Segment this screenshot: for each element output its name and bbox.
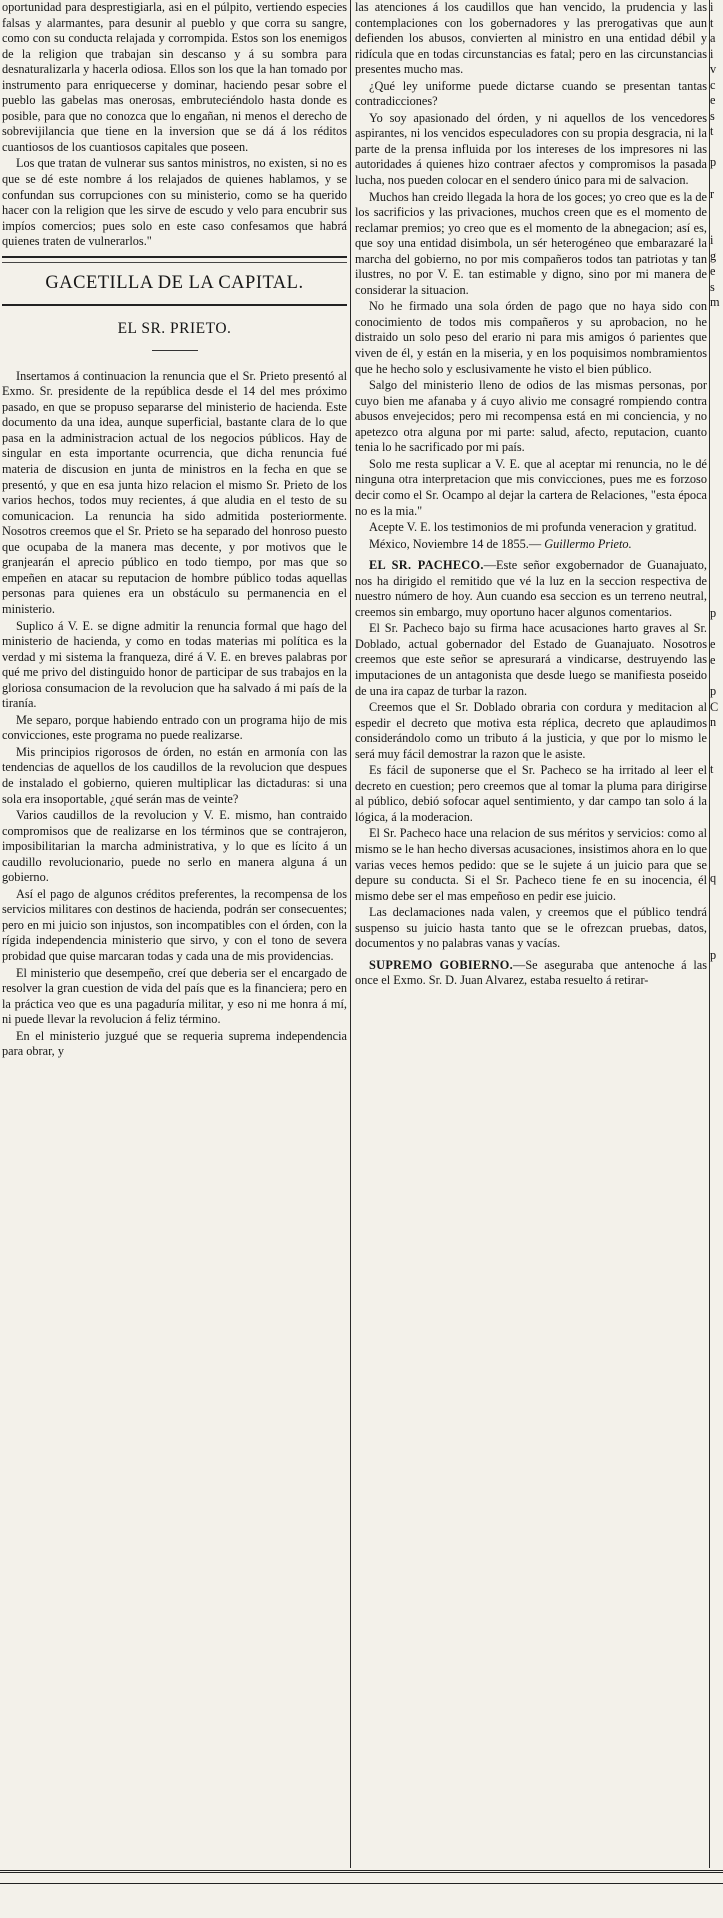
fragment-letter [710, 1306, 723, 1322]
fragment-letter: e [710, 264, 716, 279]
fragment-letter [710, 1679, 723, 1695]
fragment-letter: p [710, 155, 717, 170]
intro-paragraph: oportunidad para desprestigiarla, asi en el púlpito, vertiendo especies falsas y alarmantes, para desunir al pueblo y que corra su sangre, como con su conducta relajada y corrompida. Estos son los enemigos de la religion que trabajan sin descanso y á su sombra para desnaturalizarla y hacerla odiosa. Ellos son los que la han tomado por instrumento para enriquecerse y dominar, haciendo pesar sobre el pueblo las gabelas mas onerosas, embruteciéndolo hasta donde es posible, para que no conozca que lo engañan, ni menos el derecho de sobrevijilancia que tiene en la inversion que se dá á los réditos cuantiosos de los cuantiosos capitales que poseen. [2, 0, 347, 154]
fragment-letter [710, 1695, 723, 1711]
fragment-letter [710, 917, 723, 933]
fragment-letter [710, 389, 723, 405]
fragment-letter [710, 311, 723, 327]
fragment-letter: i [710, 0, 714, 14]
column-divider [350, 0, 351, 1868]
fragment-letter [710, 1586, 723, 1602]
fragment-letter [710, 1197, 723, 1213]
fragment-letter [710, 404, 723, 420]
letter-paragraph: Solo me resta suplicar a V. E. que al aceptar mi renuncia, no le dé ninguna otra interpretacion que mis convicciones, pues me es forzoso decir como el Sr. Ocampo al dejar la cartera de Relaciones, "esta época no es la mia." [355, 456, 707, 518]
fragment-letter [710, 218, 723, 234]
fragment-letter [710, 964, 723, 980]
fragment-letter [710, 560, 723, 576]
fragment-letter [710, 1368, 723, 1384]
letter-paragraph: ¿Qué ley uniforme puede dictarse cuando se presentan tantas contradicciones? [355, 78, 707, 109]
fragment-letter [710, 1337, 723, 1353]
page-bottom-rule [0, 1870, 723, 1884]
pacheco-paragraph: Es fácil de suponerse que el Sr. Pacheco se ha irritado al leer el decreto en cuestion; pero creemos que al tomar la pluma para dirigirse al público, debió sofocar aquel sentimiento, y dar campo tan solo á la lógica, á la moderacion. [355, 763, 707, 824]
fragment-letter: v [710, 62, 717, 77]
fragment-letter [710, 140, 723, 156]
fragment-letter [710, 498, 723, 514]
fragment-letter [710, 1741, 723, 1757]
fragment-letter [710, 1290, 723, 1306]
supremo-paragraph: SUPREMO GOBIERNO.—Se aseguraba que antenoche á las once el Exmo. Sr. D. Juan Alvarez, estaba resuelto á retirar- [355, 957, 707, 988]
fragment-letter [710, 746, 723, 762]
fragment-letter [710, 1461, 723, 1477]
fragment-letter [710, 1726, 723, 1742]
fragment-letter [710, 1555, 723, 1571]
fragment-letter [710, 358, 723, 374]
fragment-letter [710, 1088, 723, 1104]
fragment-letter [710, 1601, 723, 1617]
letter-paragraph: Así el pago de algunos créditos preferentes, la recompensa de los servicios militares con destinos de hacienda, podrán ser consecuentes; pero en mi juicio son injustos, son incompatibles con el órden, con la rígida independencia ministerio que sirvo, y con el tono de severa probidad que quise marcaran todas y cada una de mis providencias. [2, 886, 347, 963]
signature: Guillermo Prieto. [544, 536, 632, 551]
fragment-letter [710, 1353, 723, 1369]
fragment-letter: e [710, 652, 716, 667]
fragment-letter [710, 1135, 723, 1151]
fragment-letter [710, 513, 723, 529]
fragment-letter [710, 202, 723, 218]
fragment-letter [710, 1570, 723, 1586]
intro-paragraph: Los que tratan de vulnerar sus santos ministros, no existen, si no es que se dé este nombre á los relajados de quienes hablamos, y se confundan sus corrupciones con su ministerio, como se ha querido hacer con la religion que les sirve de escudo y velo para encubrir sus impíos comercios; pues solo en este caso confesamos que habrá quienes traten de vulnerarlos." [2, 156, 347, 249]
fragment-letter [710, 995, 723, 1011]
letter-paragraph: Acepte V. E. los testimonios de mi profunda veneracion y gratitud. [369, 520, 697, 535]
fragment-letter [710, 840, 723, 856]
fragment-letter: c [710, 77, 716, 92]
fragment-letter [710, 1648, 723, 1664]
fragment-letter [710, 1632, 723, 1648]
letter-paragraph: Salgo del ministerio lleno de odios de las mismas personas, por cuyo bien me afanaba y á cuyo alivio me consagré rompiendo contra abusos envejecidos; pero mi recompensa está en mi conciencia, y no apetezco otra alguna por mi parte: salud, afecto, reputacion, cuanto tenia lo he sacrificado por mi país. [355, 378, 707, 455]
letter-paragraph: Muchos han creido llegada la hora de los goces; yo creo que es la de los sacrificios y las privaciones, muchos creen que es el momento de reclamar premios; yo creo que es el momento de la abnegacion; así es, que soy una entidad disimbola, un sér heterogéneo que embarazaré la marcha del gobierno, no por mis compañeros todos tan patriotas y tan ilustres, no por V. E. tan estimable y digno, sino por mi manera de considerar la situacion. [355, 189, 707, 297]
fragment-letter [710, 1104, 723, 1120]
fragment-letter [710, 342, 723, 358]
pacheco-title: EL SR. PACHECO. [369, 558, 484, 573]
fragment-letter [710, 1493, 723, 1509]
fragment-letter [710, 933, 723, 949]
left-column [2, 0, 347, 1060]
fragment-letter [710, 808, 723, 824]
fragment-letter [710, 1524, 723, 1540]
fragment-letter [710, 326, 723, 342]
fragment-letter [710, 1073, 723, 1089]
fragment-letter [710, 855, 723, 871]
letter-paragraph: las atenciones á los caudillos que han vencido, la prudencia y las contemplaciones con los gobernadores y las prerogativas que aun defienden los abusos, convierten al ministro en una entidad débil y ridícula que en todas circunstancias es fatal; pero en las circunstancias presentes mucho mas. [355, 0, 707, 77]
fragment-letter: i [710, 233, 714, 248]
fragment-letter [710, 1617, 723, 1633]
fragment-letter [710, 1166, 723, 1182]
section-divider [2, 256, 347, 263]
fragment-letter: p [710, 684, 717, 699]
fragment-letter [710, 1042, 723, 1058]
fragment-letter [710, 1803, 723, 1819]
fragment-letter [710, 1835, 723, 1851]
fragment-letter [710, 1508, 723, 1524]
fragment-letter [710, 731, 723, 747]
fragment-letter: t [710, 761, 714, 776]
fragment-letter [710, 1384, 723, 1400]
fragment-letter: e [710, 93, 716, 108]
fragment-letter [710, 1446, 723, 1462]
fragment-letter: r [710, 186, 715, 201]
fragment-letter [710, 886, 723, 902]
fragment-letter [710, 466, 723, 482]
right-column-fragment [710, 0, 723, 1897]
fragment-letter [710, 591, 723, 607]
fragment-letter [710, 1057, 723, 1073]
fragment-letter [710, 1182, 723, 1198]
supremo-title: SUPREMO GOBIERNO. [369, 957, 514, 972]
fragment-letter: e [710, 637, 716, 652]
letter-paragraph: En el ministerio juzgué que se requeria suprema independencia para obrar, y [2, 1028, 347, 1059]
fragment-letter: i [710, 46, 714, 61]
fragment-letter [710, 1430, 723, 1446]
fragment-letter [710, 1415, 723, 1431]
fragment-letter [710, 1539, 723, 1555]
fragment-letter [710, 1788, 723, 1804]
fragment-letter [710, 1850, 723, 1866]
fragment-letter [710, 1228, 723, 1244]
fragment-letter: C [710, 699, 719, 714]
fragment-letter: s [710, 108, 715, 123]
fragment-letter [710, 1244, 723, 1260]
fragment-letter [710, 451, 723, 467]
letter-paragraph: Varios caudillos de la revolucion y V. E. mismo, han contraido compromisos que de realizarse en los términos que se contrajeron, imposibilitarian la marcha administrativa, y lo que es lícito á un caudillo revolucionario, puede no serlo en manera alguna á un gobierno. [2, 808, 347, 885]
fragment-letter [710, 373, 723, 389]
fragment-letter [710, 669, 723, 685]
fragment-letter: p [710, 948, 717, 963]
pacheco-paragraph: Creemos que el Sr. Doblado obraria con cordura y meditacion al espedir el decreto que motiva esta réplica, decreto que aplaudimos considerándolo como un tributo á la justicia, y que por lo mismo le será muy fácil demostrar la razon que le asiste. [355, 700, 707, 761]
fragment-letter [710, 622, 723, 638]
section-title: GACETILLA DE LA CAPITAL. [45, 272, 304, 293]
fragment-letter [710, 1026, 723, 1042]
fragment-letter [710, 1321, 723, 1337]
fragment-letter: a [710, 31, 716, 46]
fragment-letter: t [710, 124, 714, 139]
fragment-letter [710, 1477, 723, 1493]
article-paragraph: Insertamos á continuacion la renuncia que el Sr. Prieto presentó al Exmo. Sr. presidente de la república desde el 14 del mes próximo pasado, en que se propuso separarse del ministerio de hacienda. Este documento da una idea, aunque superficial, bastante clara de lo que pasa en la administracion actual de los negocios públicos. Hay de singular en esta importante ocurrencia, que dicha renuncia fué materia de discusion en junta de ministros en la fecha en que se presentó, y que en esa junta hizo relacion el mismo Sr. Prieto de los varios hechos, todos muy recientes, á que aludia en el testo de su comunicacion. La renuncia ha sido admitida posteriormente. Nosotros creemos que el Sr. Prieto se ha separado del honroso puesto que ocupaba de la manera mas decente, y por motivos que le granjearán el aprecio público en todo tiempo, por mas que so empeñen en atacar su reputacion de hombre público todas aquellas personas para quienes era un obstáculo su permanencia en el ministerio. [2, 368, 347, 616]
fragment-letter [710, 1399, 723, 1415]
fragment-letter [710, 1664, 723, 1680]
article-title: EL SR. PRIETO. [117, 319, 232, 337]
fragment-letter [710, 1710, 723, 1726]
fragment-letter [710, 1757, 723, 1773]
fragment-letter: g [710, 248, 717, 263]
fragment-letter: t [710, 15, 714, 30]
fragment-letter [710, 1011, 723, 1027]
letter-paragraph: No he firmado una sola órden de pago que no haya sido con conocimiento de todos mis compañeros y su aprobacion, no he distraido un solo peso del erario ni para mis amigos ó parientes que viven de él, y están en la miseria, y en los poquisimos nombramientos que he hecho solo y esclusivamente he visto el bien público. [355, 299, 707, 376]
fragment-letter: m [710, 295, 720, 310]
fragment-letter [710, 1259, 723, 1275]
fragment-letter [710, 902, 723, 918]
fragment-letter [710, 793, 723, 809]
fragment-letter [710, 420, 723, 436]
date-text: México, Noviembre 14 de 1855.— [369, 536, 542, 551]
fragment-letter [710, 824, 723, 840]
pacheco-paragraph: EL SR. PACHECO.—Este señor exgobernador de Guanajuato, nos ha dirigido el remitido que vé la luz en la seccion respectiva de nuestro número de hoy. Aun cuando esa seccion es un terreno neutral, creemos sin embargo, muy oportuno hacer algunos comentarios. [355, 558, 707, 619]
section-rule [2, 304, 347, 306]
fragment-letter [710, 1150, 723, 1166]
fragment-letter [710, 544, 723, 560]
letter-dateline [355, 537, 707, 553]
fragment-letter: n [710, 715, 717, 730]
letter-paragraph: Yo soy apasionado del órden, y ni aquellos de los vencedores aspirantes, ni los vencidos especuladores con su propia desgracia, ni la parte de la prensa influida por los intereses de los impresores ni las autoridades á quienes hizo contraer afectos y compromisos la pasada lucha, nos pueden colocar en el sendero único para mi de salvacion. [355, 110, 707, 188]
fragment-letter: s [710, 279, 715, 294]
letter-paragraph: Mis principios rigorosos de órden, no están en armonía con las tendencias de aquellos de los caudillos de la revolucion que despues de instalado el gobierno, quieren multiplicar las dictaduras: si una sola era insoportable, ¿qué serán mas de veinte? [2, 744, 347, 806]
fragment-letter [710, 1819, 723, 1835]
fragment-letter [710, 1213, 723, 1229]
pacheco-paragraph: El Sr. Pacheco hace una relacion de sus méritos y servicios: como al mismo se le han hecho diversas acusaciones, insistimos ahora en lo que varias veces hemos pedido: que se le sujete á un juicio para que se depure su conducta. Si el Sr. Pacheco tiene fe en su inocencia, él mismo debe ser el mas empeñoso en pedir ese juicio. [355, 826, 707, 903]
fragment-letter [710, 777, 723, 793]
pacheco-paragraph: El Sr. Pacheco bajo su firma hace acusaciones harto graves al Sr. Doblado, actual gobernador del Estado de Guanajuato. Nosotros creemos que este señor se apresurará a vindicarse, destruyendo las imputaciones de un antagonista que desde luego se manifiesta poseido de una ira capaz de turbar la razon. [355, 621, 707, 698]
fragment-letter [710, 575, 723, 591]
fragment-letter [710, 482, 723, 498]
fragment-letter [710, 435, 723, 451]
fragment-letter: p [710, 606, 717, 621]
fragment-letter [710, 171, 723, 187]
fragment-letter [710, 1119, 723, 1135]
fragment-letter [710, 1275, 723, 1291]
pacheco-paragraph: Las declamaciones nada valen, y creemos que el público tendrá suspenso su juicio hasta tanto que se le ofrezcan pruebas, datos, documentos y no palabras vanas y vacías. [355, 905, 707, 951]
fragment-letter: q [710, 870, 717, 885]
middle-column [355, 0, 707, 989]
fragment-letter [710, 529, 723, 545]
letter-paragraph: Me separo, porque habiendo entrado con un programa hijo de mis convicciones, este programa no puede realizarse. [2, 712, 347, 743]
fragment-letter [710, 979, 723, 995]
letter-paragraph: Suplico á V. E. se digne admitir la renuncia formal que hago del ministerio de hacienda, y como en todas materias mi política es la verdad y mi sistema la franqueza, diré á V. E. en breves palabras por qué me privo del distinguido honor de participar de sus trabajos en la gloriosa consumacion de la revolucion que ha salvado á mi país de la tiranía. [2, 618, 347, 711]
fragment-letter [710, 1772, 723, 1788]
title-rule [152, 350, 198, 351]
letter-paragraph: El ministerio que desempeño, creí que deberia ser el encargado de resolver la gran cuestion de vida del país que es la financiera; pero en la práctica veo que es una pagaduría militar, y eso ni me honra á mí, ni puede llevar la revolucion á feliz término. [2, 965, 347, 1027]
